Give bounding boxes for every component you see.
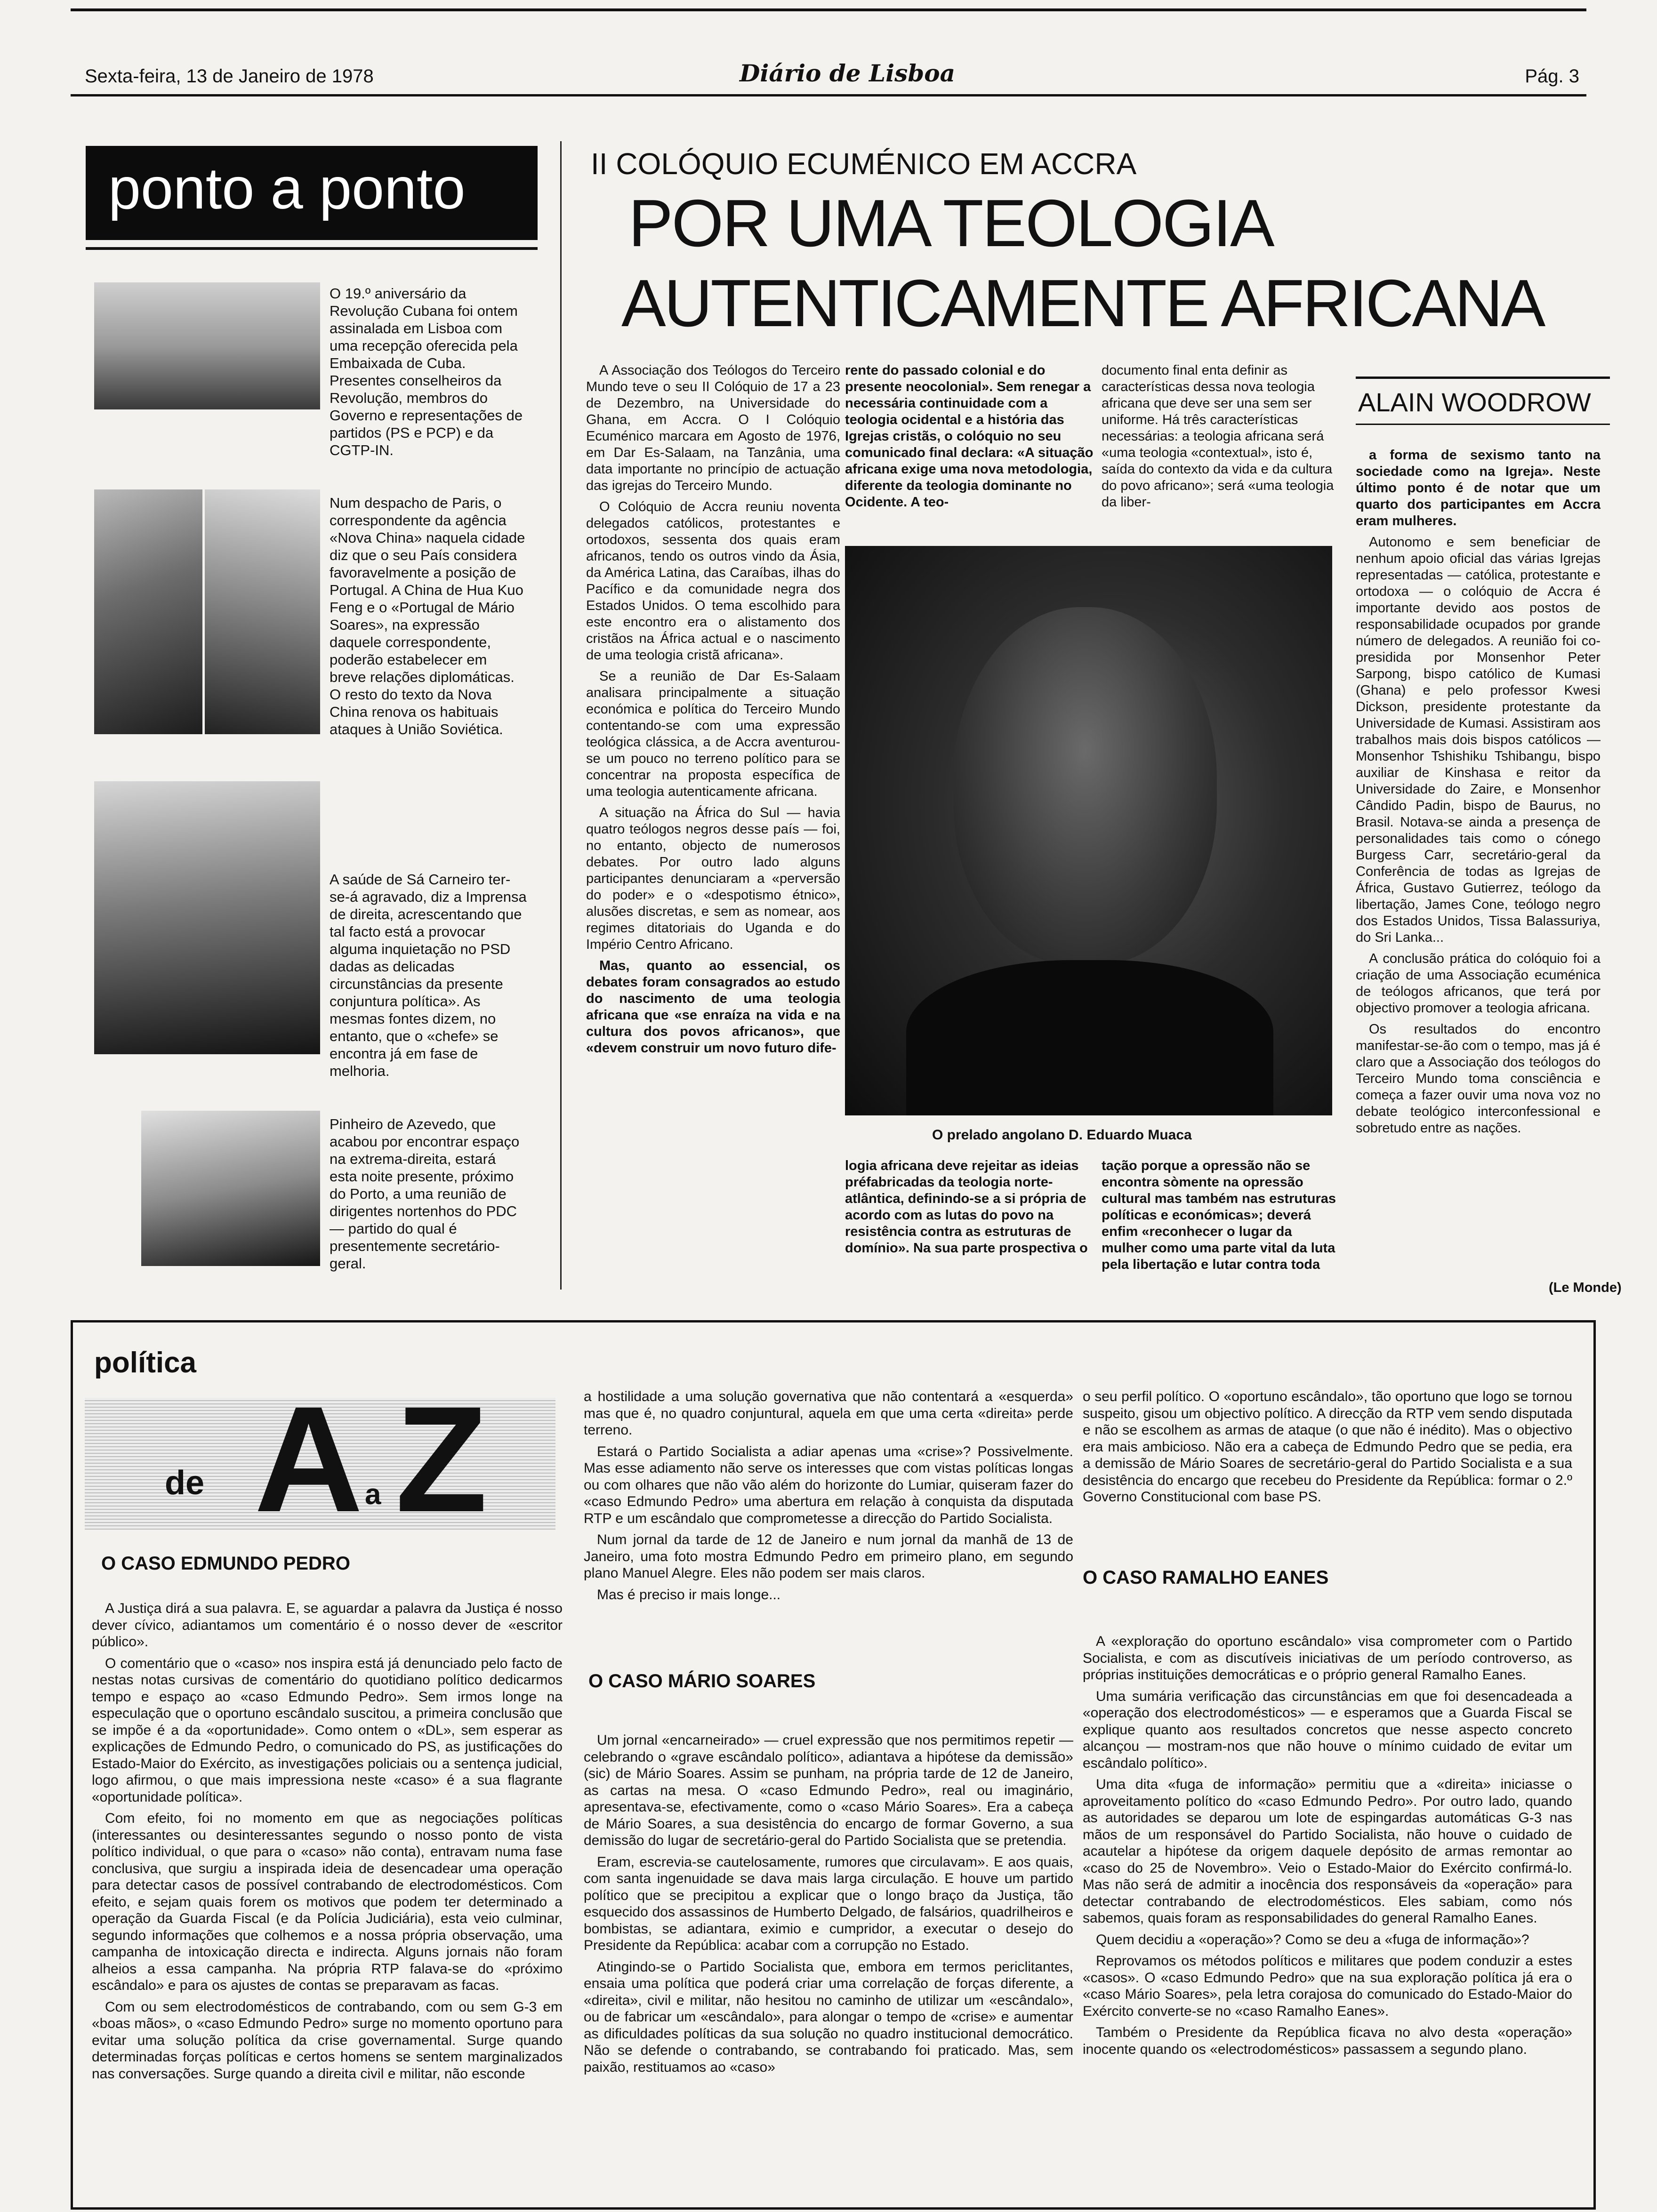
- article-col1-p5: Mas, quanto ao essencial, os debates foram consagrados ao estudo do nascimento de uma teologia africana que «se enraíza na vida e na cultura dos povos africanos», que «devem construir um novo futuro dife-: [586, 958, 840, 1056]
- sec2-top: [584, 1388, 1073, 1608]
- sec3-p3: Uma dita «fuga de informação» permitiu que a «direita» iniciasse o aproveitamento político do «caso Edmundo Pedro». Por outro lado, quando as autoridades se deparou um lote de espingardas automáticas G-3 nas mãos de um responsável do Partido Socialista, não houve o cuidado de acautelar a hipótese da origem daquele depósito de armas remontar ao «caso do 25 de Novembro». Veio o Estado-Maior do Exército confirmá-lo. Mas não será de admitir a inocência dos responsáveis da «operação» para detectar contrabando de electrodomésticos. Eles sabiam, como nós sabemos, quais foram as responsabilidades do general Ramalho Eanes.: [1083, 1777, 1572, 1926]
- sec3-body: [1083, 1633, 1572, 2062]
- sec2-top-p3: Num jornal da tarde de 12 de Janeiro e num jornal da manhã de 13 de Janeiro, uma foto mostra Edmundo Pedro em primeiro plano, em segundo plano Manuel Alegre. Eles não podem ser mais claros.: [584, 1532, 1073, 1581]
- sec2-title: O CASO MÁRIO SOARES: [588, 1671, 816, 1691]
- ponto-item-4: Pinheiro de Azevedo, que acabou por encontrar espaço na extrema-direita, estará esta noite presente, próximo do Porto, a uma reunião de dirigentes nortenhos do PDC — partido do qual é presentemente secretário-geral.: [330, 1116, 520, 1272]
- article-col-2-top: rente do passado colonial e do presente neocolonial». Sem renegar a necessária continuidade com a teologia ocidental e a história das Igrejas cristãs, o colóquio no seu comunicado final declara: «A situação africana exige uma nova metodologia, diferente da teologia dominante no Ocidente. A teo-: [845, 363, 1094, 510]
- sec3-p6: Também o Presidente da República ficava no alvo desta «operação» inocente quando os «electrodomésticos» passassem a segundo plano.: [1083, 2025, 1572, 2057]
- sec3-top: o seu perfil político. O «oportuno escândalo», tão oportuno que logo se tornou suspeito, gisou um objectivo político. A direcção da RTP vem sendo disputada e não se escolhem as armas de ataque (o que não é inédito). Mas o objectivo era mais ambicioso. Não era a cabeça de Edmundo Pedro que se pedia, era a demissão de Mário Soares de secretário-geral do Partido Socialista e a sua desistência do encargo que recebeu do Presidente da República: formar o 2.º Governo Constitucional com base PS.: [1083, 1389, 1572, 1505]
- az-logo-a: A: [254, 1375, 363, 1543]
- sec2-top-p4: Mas é preciso ir mais longe...: [597, 1587, 781, 1603]
- sec2-top-p2: Estará o Partido Socialista a adiar apenas uma «crise»? Possivelmente. Mas esse adiamento não serve os interesses que com vistas políticas longas ou com olhares que não vão além do horizonte do Lumiar, quiseram fazer do «caso Edmundo Pedro» uma abertura em relação à conquista da disputada RTP e um escândalo que comprometesse a direcção do Partido Socialista.: [584, 1443, 1073, 1526]
- sec1-p2: O comentário que o «caso» nos inspira está já denunciado pelo facto de nestas notas cursivas de comentário do quotidiano político dedicarmos tempo e espaço ao «caso Edmundo Pedro». Sem irmos longe na especulação que o oportuno escândalo suscitou, a primeira conclusão que se impõe é a da «oportunidade». Como ontem o «DL», sem esperar as explicações de Edmundo Pedro, o comunicado do PS, as justificações do Estado-Maior do Exército, as investigações policiais ou a sentença judicial, logo afirmou, o que mais impressiona neste «caso» é a sua flagrante «oportunidade política».: [92, 1655, 563, 1805]
- az-logo-z: Z: [395, 1375, 488, 1543]
- article-col1-p2: O Colóquio de Accra reuniu noventa delegados católicos, protestantes e ortodoxos, sessenta dos quais eram africanos, tendo os outros vindo da Ásia, da América Latina, das Caraíbas, ilhas do Pacífico e da comunidade negra dos Estados Unidos. O tema escolhido para este encontro era o alistamento dos cristãos na África actual e o nascimento de uma teologia cristã africana».: [586, 499, 840, 663]
- bishop-face-shape: [953, 607, 1217, 965]
- ponto-item-3: A saúde de Sá Carneiro ter-se-á agravado, diz a Imprensa de direita, acrescentando que tal facto está a provocar alguma inquietação no PSD dadas as delicadas circunstâncias da presente conjuntura política». As mesmas fontes dizem, no entanto, que o «chefe» se encontra já em fase de melhoria.: [330, 871, 527, 1079]
- author-rule-bottom: [1356, 424, 1610, 425]
- article-col4-p2: Autonomo e sem beneficiar de nenhum apoio oficial das várias Igrejas representadas — católica, protestante e ortodoxa — o colóquio de Accra é importante devido aos postos de responsabilidade ocupados por grande número de delegados. A reunião foi co-presidida por Monsenhor Peter Sarpong, bispo católico de Kumasi (Ghana) e pelo professor Kwesi Dickson, presidente protestante da Universidade de Kumasi. Assistiram aos trabalhos mais dois bispos católicos — Monsenhor Tshishiku Tshibangu, bispo auxiliar de Kinshasa e reitor da Universidade do Zaire, e Monsenhor Cândido Padin, bispo de Baurus, no Brasil. Notava-se ainda a presença de personalidades tais como o cónego Burgess Carr, secretário-geral da Conferência de todas as Igrejas de África, Gustavo Gutierrez, teólogo da libertação, James Cone, teólogo negro dos Estados Unidos, Tissa Balassuriya, do Sri Lanka...: [1356, 535, 1601, 945]
- article-col-1: [586, 362, 840, 1061]
- sec2-p3: Atingindo-se o Partido Socialista que, embora em termos periclitantes, ensaia uma política que poderá criar uma correlação de forças diferente, a «direita», civil e militar, não hesitou no caminho de utilizar um «escândalo», ou de fabricar um «escândalo», para alongar o tempo de «crise» e aumentar as dificuldades políticas da sua solução no quadro institucional democrático. Não se defende o contrabando, se contrabando foi praticado. Mas, sem paixão, restituamos ao «caso»: [584, 1959, 1073, 2075]
- sec2-top-p1: a hostilidade a uma solução governativa que não contentará a «esquerda» mas que é, no quadro conjuntural, aquela em que uma certa «direita» perde terreno.: [584, 1389, 1073, 1438]
- article-col4-p1: a forma de sexismo tanto na sociedade como na Igreja». Neste último ponto é de notar que um quarto dos participantes em Accra eram mulheres.: [1356, 448, 1601, 529]
- ponto-item-2: Num despacho de Paris, o correspondente da agência «Nova China» naquela cidade diz que o seu País considera favoravelmente a posição de Portugal. A China de Hua Kuo Feng e o «Portugal de Mário Soares», na expressão daquele correspondente, poderão estabelecer em breve relações diplomáticas. O resto do texto da Nova China renova os habituais ataques à União Soviética.: [330, 495, 525, 737]
- article-col1-p1: A Associação dos Teólogos do Terceiro Mundo teve o seu II Colóquio de 17 a 23 de Dezembro, na Universidade do Ghana, em Accra. O I Colóquio Ecuménico marcara em Agosto de 1976, em Dar Es-Salaam, na Tanzânia, uma data importante no princípio de actuação das igrejas do Terceiro Mundo.: [586, 363, 840, 493]
- sec1-body: [92, 1600, 563, 2087]
- ponto-heading: ponto a ponto: [108, 156, 466, 221]
- article-col-2-bottom: logia africana deve rejeitar as ideias préfabricadas da teologia norte-atlântica, definindo-se a si própria de acordo com as lutas do povo na resistência contra as estruturas de domínio». Na sua parte prospectiva o: [845, 1158, 1088, 1256]
- sidebar-divider: [560, 141, 562, 1290]
- top-rule: [71, 8, 1586, 11]
- portrait-photo-right: [205, 489, 320, 734]
- article-col-3-bottom: tação porque a opressão não se encontra sòmente na opressão cultural mas também nas estruturas políticas e económicas»; deverá enfim «reconhecer o lugar da mulher como uma parte vital da luta pela libertação e lutar contra toda: [1102, 1158, 1336, 1272]
- pinheiro-photo: [141, 1111, 320, 1266]
- sec3-p2: Uma sumária verificação das circunstâncias em que foi desencadeada a «operação dos electrodomésticos» — e esperamos que a Guarda Fiscal se explique quanto aos resultados concretos que nesse aspecto concreto alcançou — mostram-nos que não houve o mínimo cuidado de evitar um escândalo político».: [1083, 1688, 1572, 1771]
- ponto-sidebar: [80, 146, 551, 1285]
- sec1-title: O CASO EDMUNDO PEDRO: [101, 1553, 350, 1574]
- ponto-heading-box: [86, 146, 538, 240]
- sec3-title: O CASO RAMALHO EANES: [1083, 1567, 1329, 1588]
- sec2-p1: Um jornal «encarneirado» — cruel expressão que nos permitimos repetir — celebrando o «grave escândalo político», adiantava a hipótese da demissão» (sic) de Mário Soares. Assim se punham, na própria tarde de 12 de Janeiro, as cartas na mesa. O «caso Edmundo Pedro», real ou imaginário, apresentava-se, efectivamente, como o «caso Mário Soares». Era a cabeça de Mário Soares, a sua desistência do encargo de formar Governo, a sua demissão do lugar de secretário-geral do Partido Socialista que se pretendia.: [584, 1732, 1073, 1848]
- article-source: (Le Monde): [1549, 1280, 1622, 1295]
- bishop-photo: [845, 546, 1332, 1115]
- cuba-map-photo: [94, 282, 320, 409]
- az-logo-de: de: [165, 1464, 205, 1502]
- sec1-p4: Com ou sem electrodomésticos de contrabando, com ou sem G-3 em «boas mãos», o «caso Edmundo Pedro» surge no momento oportuno para evitar uma solução política da crise governamental. Surge quando determinadas forças políticas e certos homens se sentem marginalizados nas conversações. Surge quando a direita civil e militar, não esconde: [92, 1999, 563, 2082]
- article-col4-p4: Os resultados do encontro manifestar-se-ão com o tempo, mas já é claro que a Associação dos teólogos do Terceiro Mundo toma consciência e começa a fazer ouvir uma nova voz no debate teológico interconfessional e sobretudo entre as nações.: [1356, 1022, 1601, 1136]
- article-col1-p3: Se a reunião de Dar Es-Salaam analisara principalmente a situação económica e política do Terceiro Mundo contentando-se com uma expressão teológica clássica, a de Accra aventurou-se um pouco no terreno político para se concentrar na proposta específica de uma teologia autenticamente africana.: [586, 669, 840, 799]
- politica-label: política: [94, 1346, 197, 1379]
- article-col1-p4: A situação na África do Sul — havia quatro teólogos negros desse país — foi, no entanto, objecto de numerosos debates. Por outro lado alguns participantes denunciaram a «perversão do poder» e o «despotismo étnico», alusões discretas, e sem as nomear, aos regimes ditatoriais do Uganda e do Império Centro Africano.: [586, 805, 840, 952]
- bishop-collar-shape: [906, 960, 1273, 1115]
- sec2-body: [584, 1732, 1073, 2080]
- masthead-title: Diário de Lisboa: [739, 59, 956, 87]
- photo-caption: O prelado angolano D. Eduardo Muaca: [932, 1127, 1192, 1143]
- ponto-rule: [86, 247, 538, 250]
- article-author: ALAIN WOODROW: [1358, 387, 1591, 417]
- portrait-photo-left: [94, 489, 202, 734]
- article-headline-1: POR UMA TEOLOGIA: [628, 186, 1273, 261]
- az-logo-a-small: a: [365, 1478, 381, 1511]
- sec3-p1: A «exploração do oportuno escândalo» visa comprometer com o Partido Socialista, e com as discutíveis iniciativas de um período controverso, as próprias instituições democráticas e o próprio general Ramalho Eanes.: [1083, 1634, 1572, 1683]
- author-rule-top: [1356, 377, 1610, 379]
- article-col4-p3: A conclusão prática do colóquio foi a criação de uma Associação ecuménica de teólogos africanos, que terá por objectivo promover a teologia africana.: [1356, 951, 1601, 1016]
- sec3-p5: Reprovamos os métodos políticos e militares que podem conduzir a estes «casos». O «caso Edmundo Pedro» que na sua exploração política já era o «caso Mário Soares», pela letra corajosa do comunicado do Estado-Maior do Exército converte-se no «caso Ramalho Eanes».: [1083, 1953, 1572, 2019]
- sec1-p1: A Justiça dirá a sua palavra. E, se aguardar a palavra da Justiça é nosso dever cívico, adiantamos um comentário é o nosso dever de «escritor público».: [92, 1601, 563, 1650]
- masthead-rule: [71, 94, 1586, 96]
- az-logo: [85, 1375, 555, 1543]
- article-headline-2: AUTENTICAMENTE AFRICANA: [621, 266, 1544, 341]
- article-kicker: II COLÓQUIO ECUMÉNICO EM ACCRA: [591, 147, 1137, 181]
- sec1-p3: Com efeito, foi no momento em que as negociações políticas (interessantes ou desinteressantes segundo o nosso ponto de vista político individual, o que para o «caso» não conta), entravam numa fase conclusiva, que surgiu a inspirada ideia de desencadear uma operação para detectar casos de possível contrabando de electrodomésticos. Com efeito, e sejam quais forem os motivos que podem ter determinado a operação da Guarda Fiscal (e da Polícia Judiciária), esta veio culminar, segundo informações que colhemos e a nossa própria observação, uma campanha de intoxicação directa e indirecta. Alguns jornais não foram alheios a essa campanha. Na própria RTP falava-se do «próximo escândalo» e para os ajustes de contas se preparavam as facas.: [92, 1811, 563, 1993]
- sec2-p2: Eram, escrevia-se cautelosamente, rumores que circulavam». E aos quais, com santa ingenuidade se dava mais larga circulação. E houve um partido político que se precipitou a explicar que o longo braço da Justiça, tão esquecido dos assassinos de Humberto Delgado, de falsários, quadrilheiros e bombistas, se adiantara, eximio e cumpridor, a executar o desejo do Presidente da República: acabar com a corrupção no Estado.: [584, 1854, 1073, 1953]
- rally-photo: [94, 781, 320, 1054]
- masthead-date: Sexta-feira, 13 de Janeiro de 1978: [85, 66, 374, 87]
- article-col-3-top: documento final enta definir as características dessa nova teologia africana que deve ser una sem ser uniforme. Há três características necessárias: a teologia africana será «uma teologia «contextual», isto é, saída do contexto da vida e da cultura do povo africano»; será «uma teologia da liber-: [1102, 363, 1334, 510]
- sec3-p4: Quem decidiu a «operação»? Como se deu a «fuga de informação»?: [1096, 1931, 1529, 1948]
- article-col-4: [1356, 447, 1601, 1141]
- ponto-item-1: O 19.º aniversário da Revolução Cubana foi ontem assinalada em Lisboa com uma recepção oferecida pela Embaixada de Cuba. Presentes conselheiros da Revolução, membros do Governo e representações de partidos (PS e PCP) e da CGTP-IN.: [330, 285, 523, 458]
- masthead-page: Pág. 3: [1525, 66, 1579, 87]
